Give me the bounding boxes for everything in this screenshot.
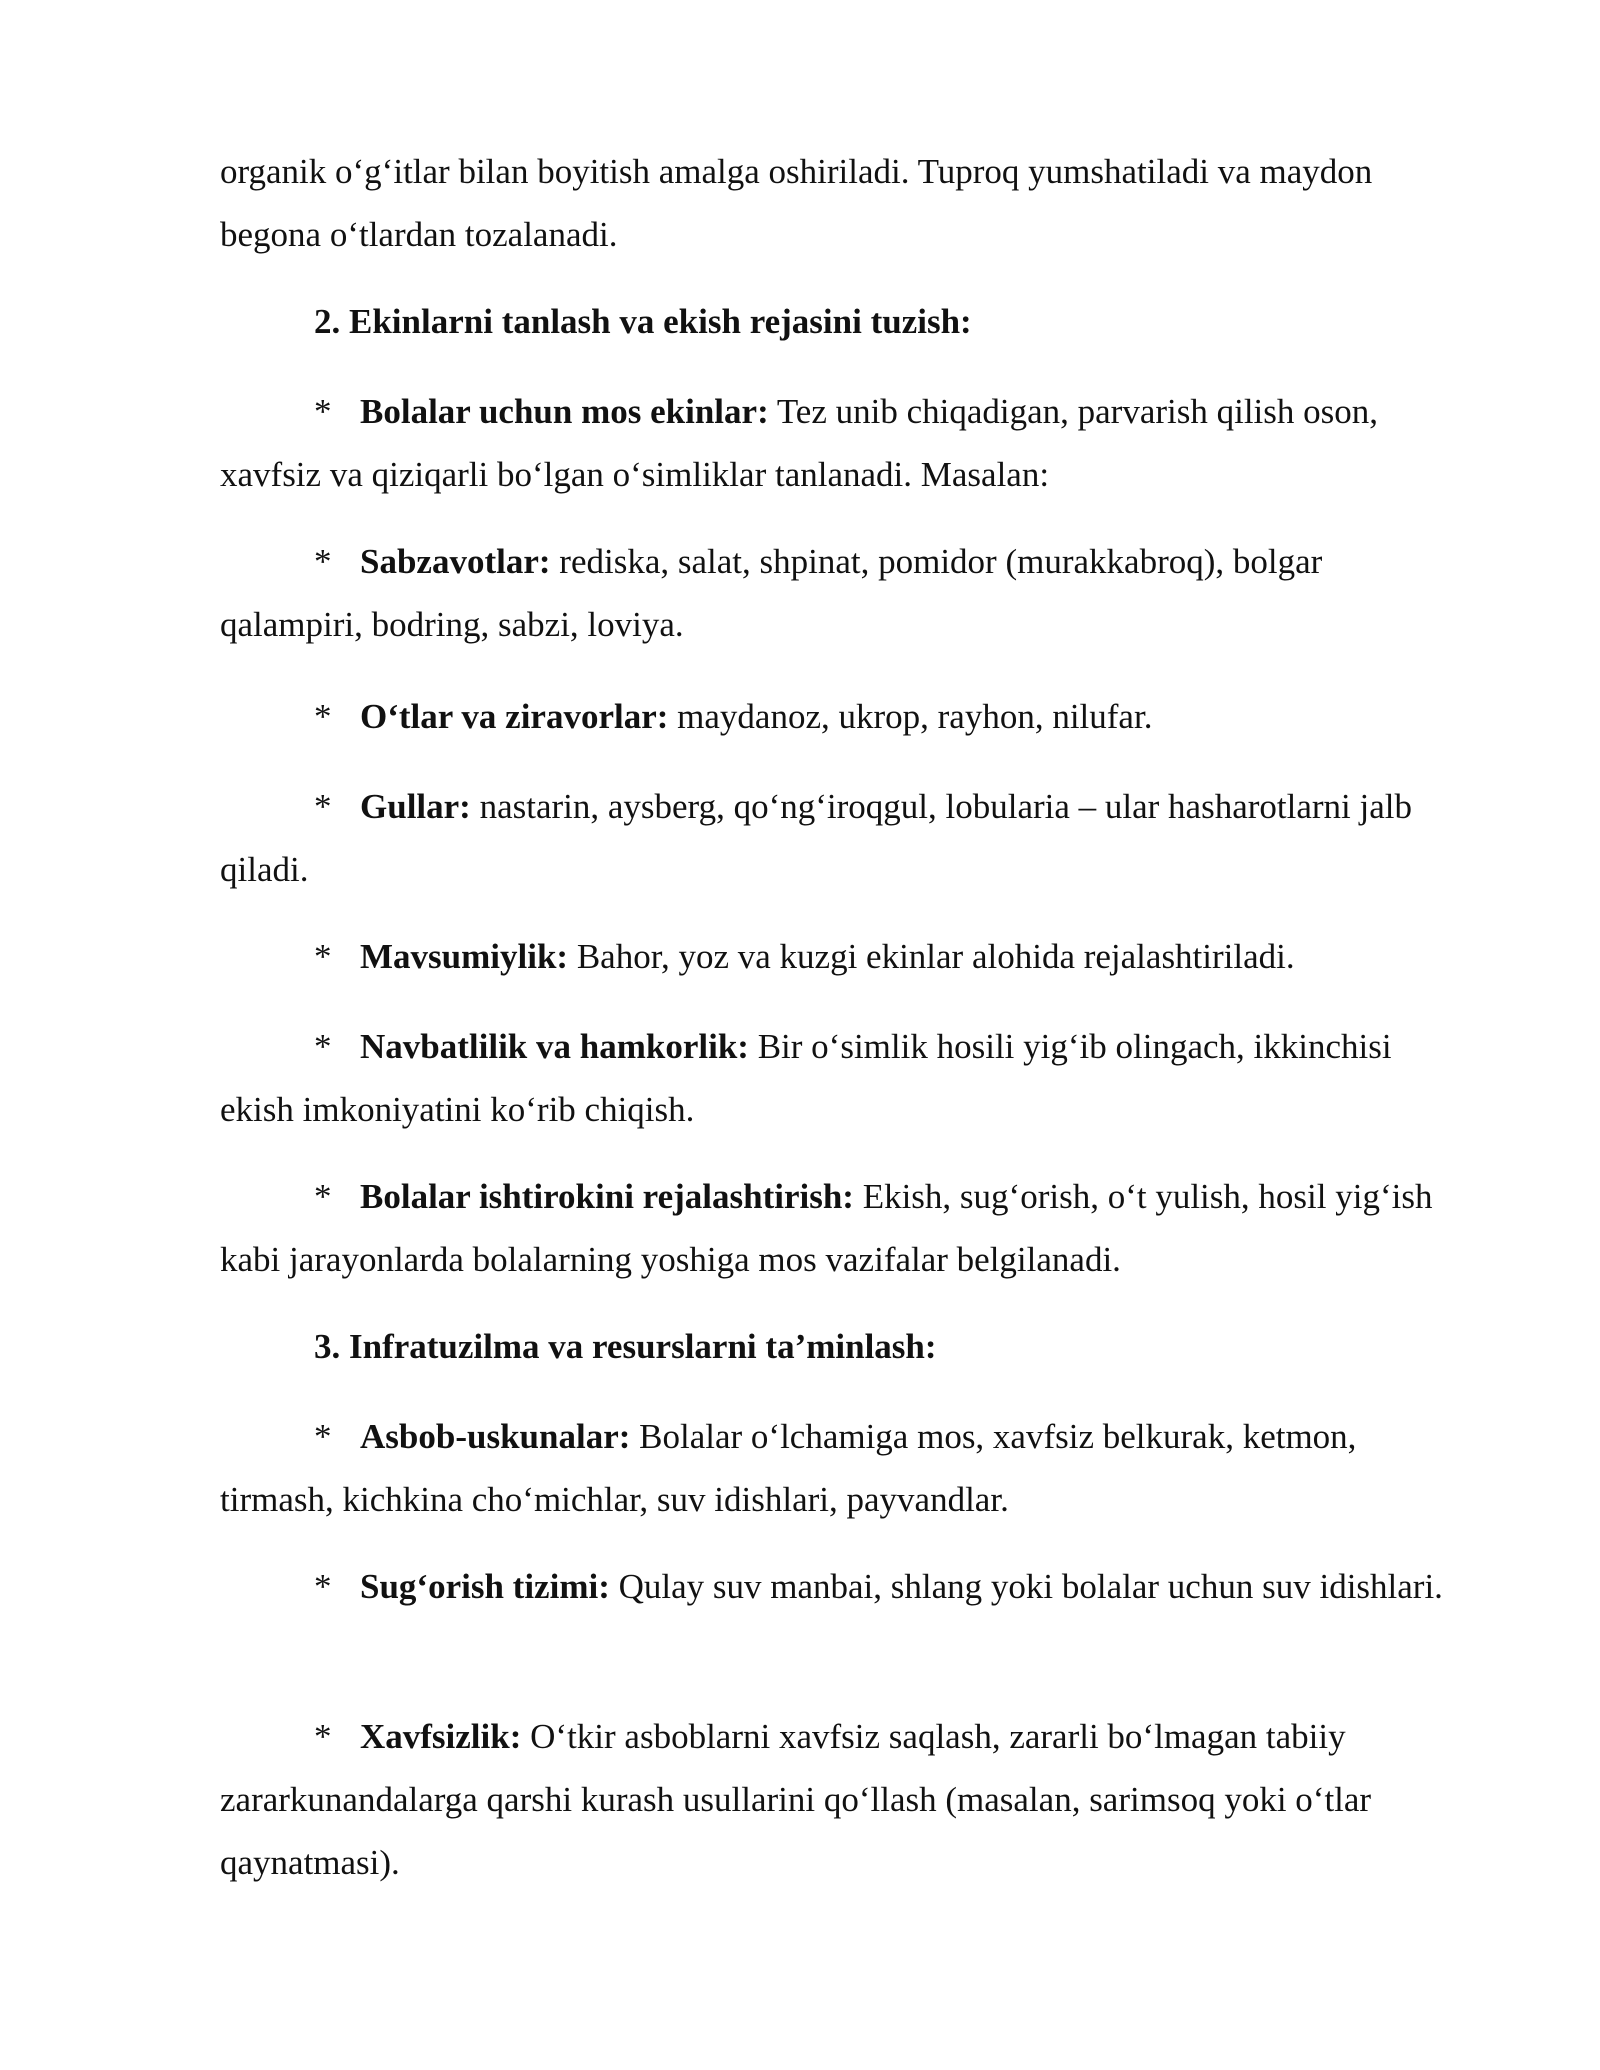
list-item-label: Xavfsizlik: — [360, 1717, 522, 1756]
list-item-text: rediska, salat, shpinat, pomidor (murakkabroq), bolgar qalampiri, bodring, sabzi, loviya. — [220, 542, 1323, 644]
list-item-label: Bolalar ishtirokini rejalashtirish: — [360, 1177, 854, 1216]
bullet-marker: * — [314, 697, 332, 736]
bullet-marker: * — [314, 937, 332, 976]
list-item-text: O‘tkir asboblarni xavfsiz saqlash, zararli bo‘lmagan tabiiy zararkunandalarga qarshi kurash usullarini qo‘llash (masalan, sarimsoq yoki o‘tlar qaynatmasi). — [220, 1717, 1372, 1882]
list-item-text: nastarin, aysberg, qo‘ng‘iroqgul, lobularia – ular hasharotlarni jalb qiladi. — [220, 787, 1412, 889]
paragraph-intro: organik o‘g‘itlar bilan boyitish amalga oshiriladi. Tuproq yumshatiladi va maydon begona o‘tlardan tozalanadi. — [220, 152, 1373, 254]
bullet-marker: * — [314, 787, 332, 826]
list-item — [220, 685, 1460, 748]
list-item-label: Mavsumiylik: — [360, 937, 569, 976]
section-heading-3: 3. Infratuzilma va resurslarni ta’minlash: — [314, 1327, 937, 1366]
list-item — [220, 775, 1460, 901]
list-item — [220, 925, 1460, 988]
list-item-text: Bolalar o‘lchamiga mos, xavfsiz belkurak, ketmon, tirmash, kichkina cho‘michlar, suv idishlari, payvandlar. — [220, 1417, 1357, 1519]
list-item-text: Bir o‘simlik hosili yig‘ib olingach, ikkinchisi ekish imkoniyatini ko‘rib chiqish. — [220, 1027, 1392, 1129]
list-item — [220, 380, 1460, 506]
list-item-label: Navbatlilik va hamkorlik: — [360, 1027, 749, 1066]
bullet-marker: * — [314, 1177, 332, 1216]
list-item — [220, 530, 1460, 656]
list-item — [220, 1165, 1460, 1291]
list-item — [220, 1555, 1460, 1618]
list-item-text: Qulay suv manbai, shlang yoki bolalar uchun suv idishlari. — [609, 1567, 1443, 1606]
list-item-label: Asbob-uskunalar: — [360, 1417, 631, 1456]
list-item-text: maydanoz, ukrop, rayhon, nilufar. — [668, 697, 1153, 736]
list-item — [220, 1705, 1460, 1894]
section-heading-2: 2. Ekinlarni tanlash va ekish rejasini tuzish: — [314, 302, 972, 341]
list-item-label: Sabzavotlar: — [360, 542, 551, 581]
list-item-text: Ekish, sug‘orish, o‘t yulish, hosil yig‘ish kabi jarayonlarda bolalarning yoshiga mos vazifalar belgilanadi. — [220, 1177, 1433, 1279]
list-item-label: O‘tlar va ziravorlar: — [360, 697, 669, 736]
list-item-text: Bahor, yoz va kuzgi ekinlar alohida rejalashtiriladi. — [568, 937, 1295, 976]
list-item — [220, 1405, 1460, 1531]
bullet-marker: * — [314, 542, 332, 581]
list-item-label: Bolalar uchun mos ekinlar: — [360, 392, 769, 431]
bullet-marker: * — [314, 1027, 332, 1066]
bullet-marker: * — [314, 1417, 332, 1456]
bullet-marker: * — [314, 1567, 332, 1606]
bullet-marker: * — [314, 392, 332, 431]
list-item — [220, 1015, 1460, 1141]
bullet-marker: * — [314, 1717, 332, 1756]
list-item-text: Tez unib chiqadigan, parvarish qilish oson, xavfsiz va qiziqarli bo‘lgan o‘simliklar tanlanadi. Masalan: — [220, 392, 1379, 494]
list-item-label: Gullar: — [360, 787, 471, 826]
list-item-label: Sug‘orish tizimi: — [360, 1567, 610, 1606]
